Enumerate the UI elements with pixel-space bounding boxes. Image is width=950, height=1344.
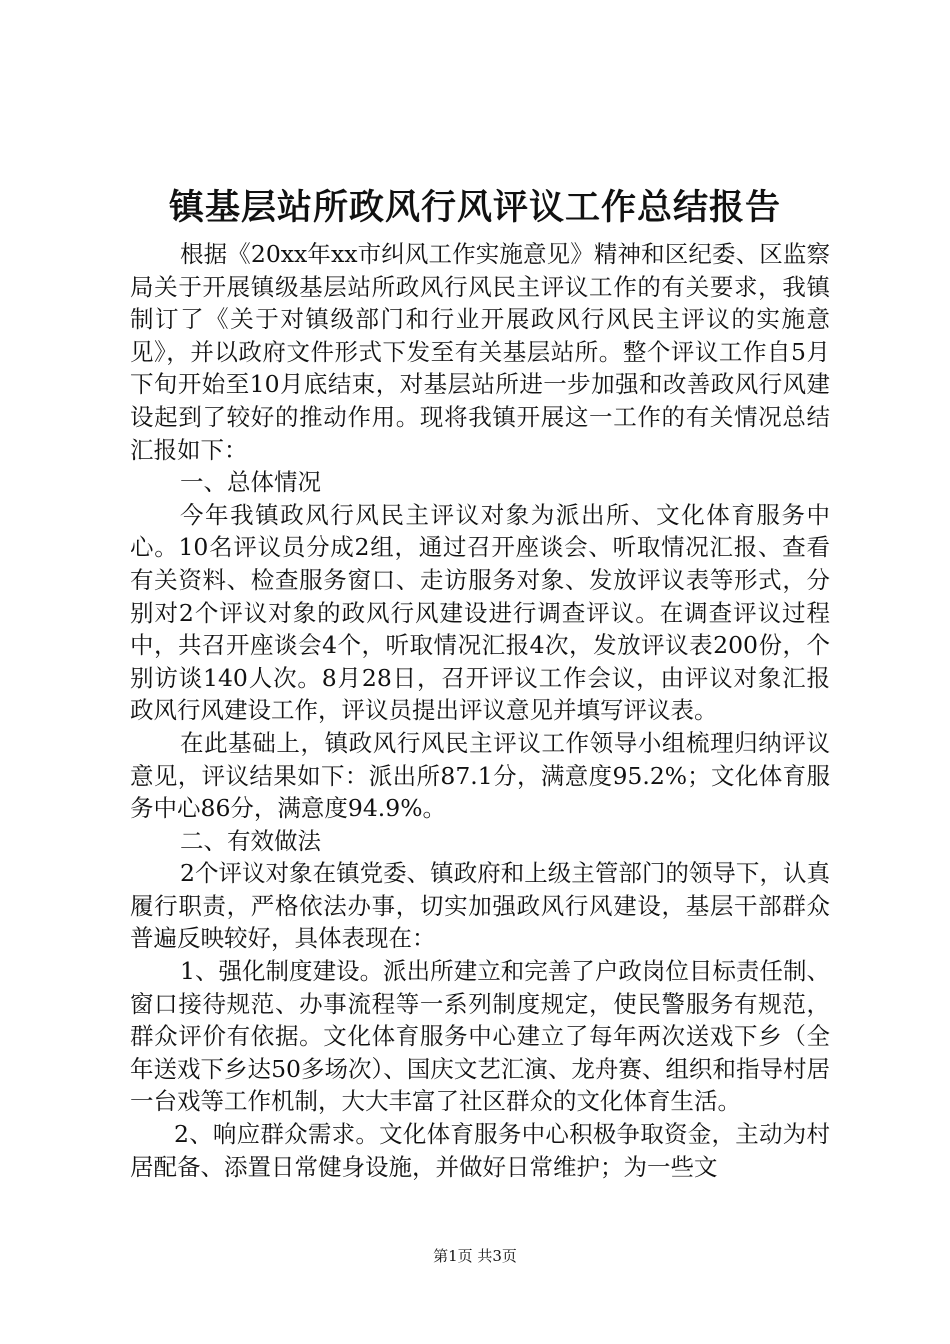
paragraph-practices: 2个评议对象在镇党委、镇政府和上级主管部门的领导下，认真履行职责，严格依法办事，切实加强政风行风建设，基层干部群众普遍反映较好，具体表现在： bbox=[130, 859, 830, 953]
paragraph-item-2: 2、响应群众需求。文化体育服务中心积极争取资金，主动为村居配备、添置日常健身设施，并做好日常维护；为一些文 bbox=[130, 1120, 830, 1181]
paragraph-results: 在此基础上，镇政风行风民主评议工作领导小组梳理归纳评议意见，评议结果如下：派出所87.1分，满意度95.2%；文化体育服务中心86分，满意度94.9%。 bbox=[130, 728, 830, 823]
document-title: 镇基层站所政风行风评议工作总结报告 bbox=[168, 187, 781, 228]
paragraph-overview: 今年我镇政风行风民主评议对象为派出所、文化体育服务中心。10名评议员分成2组，通过召开座谈会、听取情况汇报、查看有关资料、检查服务窗口、走访服务对象、发放评议表等形式，分别对2个评议对象的政风行风建设进行调查评议。在调查评议过程中，共召开座谈会4个，听取情况汇报4次，发放评议表200份，个别访谈140人次。8月28日，召开评议工作会议，由评议对象汇报政风行风建设工作，评议员提出评议意见并填写评议表。 bbox=[130, 500, 830, 725]
page-number-footer: 第1页 共3页 bbox=[433, 1247, 517, 1265]
paragraph-item-1: 1、强化制度建设。派出所建立和完善了户政岗位目标责任制、窗口接待规范、办事流程等一系列制度规定，使民警服务有规范，群众评价有依据。文化体育服务中心建立了每年两次送戏下乡（全年送戏下乡达50多场次）、国庆文艺汇演、龙舟赛、组织和指导村居一台戏等工作机制，大大丰富了社区群众的文化体育生活。 bbox=[130, 957, 830, 1116]
section-heading-overview: 一、总体情况 bbox=[180, 468, 321, 497]
document-body bbox=[130, 238, 830, 1183]
paragraph-intro: 根据《20xx年xx市纠风工作实施意见》精神和区纪委、区监察局关于开展镇级基层站所政风行风民主评议工作的有关要求，我镇制订了《关于对镇级部门和行业开展政风行风民主评议的实施意见》，并以政府文件形式下发至有关基层站所。整个评议工作自5月下旬开始至10月底结束，对基层站所进一步加强和改善政风行风建设起到了较好的推动作用。现将我镇开展这一工作的有关情况总结汇报如下： bbox=[130, 240, 830, 464]
section-heading-practices: 二、有效做法 bbox=[180, 826, 321, 855]
